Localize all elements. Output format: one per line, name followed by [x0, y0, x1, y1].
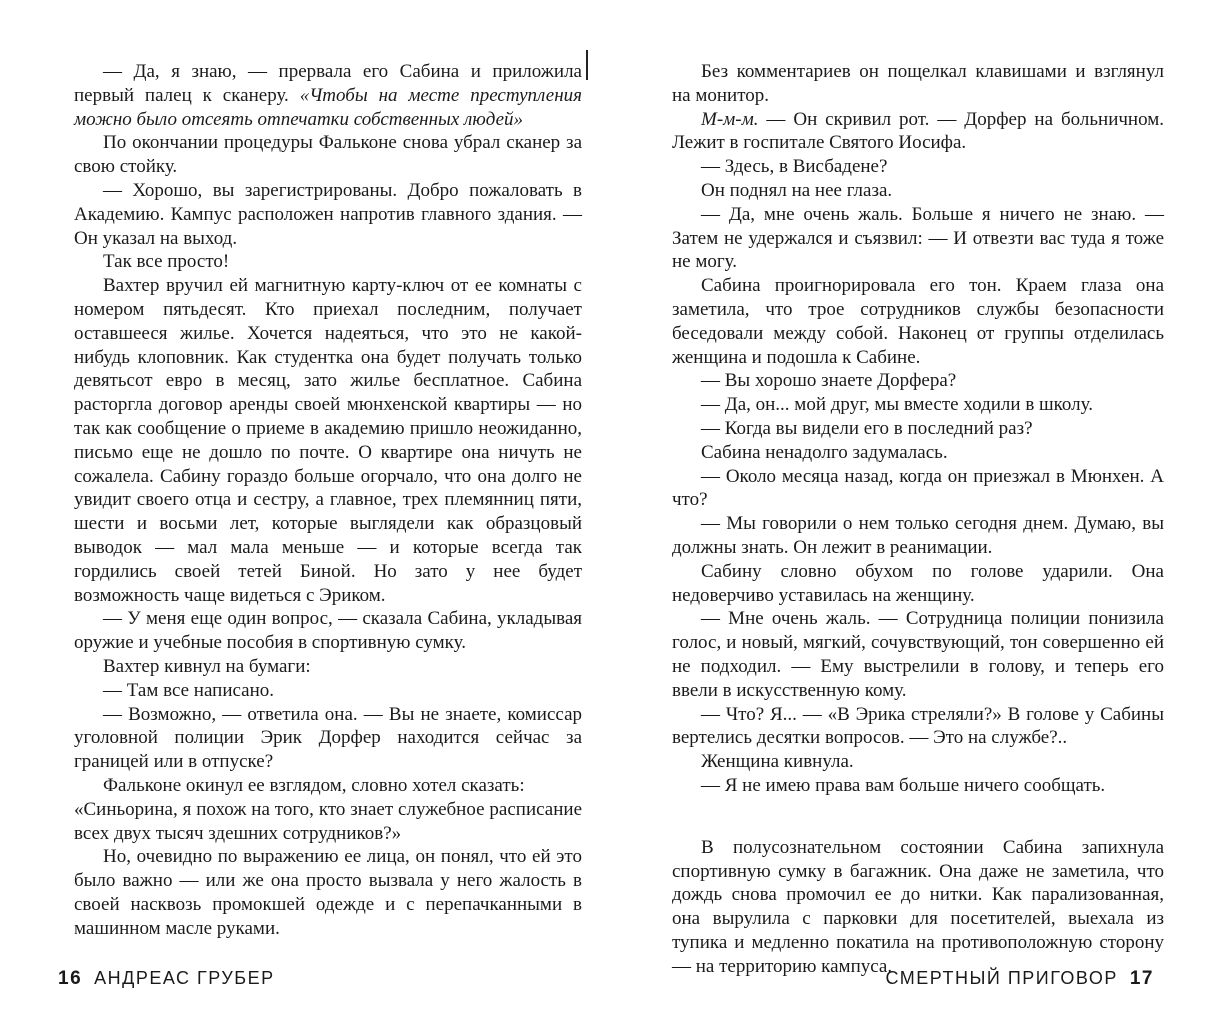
paragraph: — Да, я знаю, — прервала его Сабина и приложила первый палец к сканеру. «Чтобы на месте преступления можно было отсеять отпечатки собственных людей» [74, 61, 582, 130]
paragraph: — Когда вы видели его в последний раз? [701, 417, 1033, 439]
right-page-footer [885, 968, 1154, 990]
paragraph: Фальконе окинул ее взглядом, словно хотел сказать: [103, 774, 525, 796]
paragraph: Без комментариев он пощелкал клавишами и взглянул на монитор. [672, 61, 1164, 106]
paragraph: Сабину словно обухом по голове ударили. Она недоверчиво уставилась на женщину. [672, 560, 1164, 606]
paragraph: — Хорошо, вы зарегистрированы. Добро пожаловать в Академию. Кампус расположен напротив главного здания. — Он указал на выход. [74, 179, 582, 249]
paragraph: — Да, мне очень жаль. Больше я ничего не знаю. — Затем не удержался и съязвил: — И отвезти вас туда я тоже не могу. [672, 203, 1164, 273]
paragraph: Вахтер кивнул на бумаги: [103, 655, 311, 677]
paragraph: В полусознательном состоянии Сабина запихнула спортивную сумку в багажник. Она даже не заметила, что дождь снова промочил ее до нитки. Как парализованная, она вырулила с парковки для посетителей, выехала из тупика и медленно покатила на противоположную сторону — на территорию кампуса. [672, 836, 1164, 977]
paragraph: — Что? Я... — «В Эрика стреляли?» В голове у Сабины вертелись десятки вопросов. — Это на службе?.. [672, 703, 1164, 749]
paragraph: — Да, он... мой друг, мы вместе ходили в школу. [701, 394, 1094, 416]
paragraph: Так все просто! [103, 251, 230, 273]
page-number: 17 [1129, 968, 1154, 989]
paragraph: — Мы говорили о нем только сегодня днем. Думаю, вы должны знать. Он лежит в реанимации. [672, 513, 1164, 558]
paragraph: — Возможно, — ответила она. — Вы не знаете, комиссар уголовной полиции Эрик Дорфер находится сейчас за границей или в отпуске? [74, 703, 582, 773]
paragraph: Сабина ненадолго задумалась. [701, 441, 948, 463]
paragraph: — Мне очень жаль. — Сотрудница полиции понизила голос, и новый, мягкий, сочувствующий, тон совершенно ей не подходил. — Ему выстрелили в голову, и теперь его ввели в искусственную кому. [672, 608, 1164, 701]
paragraph: «Синьорина, я похож на того, кто знает служебное расписание всех двух тысяч здешних сотрудников?» [74, 798, 582, 844]
right-text-column [672, 60, 1164, 978]
paragraph: Вахтер вручил ей магнитную карту-ключ от ее комнаты с номером пятьдесят. Кто приехал последним, получает оставшееся жилье. Хочется надеяться, что это не какой-нибудь клоповник. Как студентка она будет получать только девятьсот евро в месяц, зато жилье бесплатное. Сабина расторгла договор аренды своей мюнхенской квартиры — но так как сообщение о приеме в академию пришло неожиданно, письмо еще не дошло по почте. О квартире она ничуть не сожалела. Сабину гораздо больше огорчало, что она долго не увидит своего отца и сестру, а главное, трех племянниц пяти, шести и восьми лет, которые выглядели как образцовый выводок — мал мала меньше — и которые всегда так гордились своей тетей Биной. Но зато у нее будет возможность чаще видеться с Эриком. [74, 275, 582, 606]
paragraph: По окончании процедуры Фальконе снова убрал сканер за свою стойку. [74, 132, 582, 178]
left-page-footer [58, 968, 275, 990]
paragraph: — У меня еще один вопрос, — сказала Сабина, укладывая оружие и учебные пособия в спортивную сумку. [74, 608, 582, 654]
right-page [606, 0, 1212, 1032]
paragraph: Но, очевидно по выражению ее лица, он понял, что ей это было важно — или же она просто вызвала у него жалость в своей насквозь промокшей одежде и с перепачканными в машинном масле руками. [74, 846, 582, 939]
paragraph: Сабина проигнорировала его тон. Краем глаза она заметила, что трое сотрудников службы безопасности беседовали между собой. Наконец от группы отделилась женщина и подошла к Сабине. [672, 275, 1164, 368]
left-text-column [74, 60, 582, 940]
paragraph: — Около месяца назад, когда он приезжал в Мюнхен. А что? [672, 465, 1164, 511]
running-head-title: СМЕРТНЫЙ ПРИГОВОР [885, 968, 1118, 988]
paragraph: М-м-м. — Он скривил рот. — Дорфер на больничном. Лежит в госпитале Святого Иосифа. [672, 108, 1164, 154]
paragraph: — Я не имею права вам больше ничего сообщать. [701, 774, 1106, 796]
gutter-mark [586, 50, 588, 80]
paragraph: — Здесь, в Висбадене? [701, 156, 888, 178]
paragraph: Он поднял на нее глаза. [701, 179, 893, 201]
page-number: 16 [58, 968, 83, 989]
paragraph: — Там все написано. [103, 679, 274, 701]
running-head-author: АНДРЕАС ГРУБЕР [94, 968, 275, 988]
paragraph: Женщина кивнула. [701, 751, 854, 773]
paragraph: — Вы хорошо знаете Дорфера? [701, 370, 957, 392]
